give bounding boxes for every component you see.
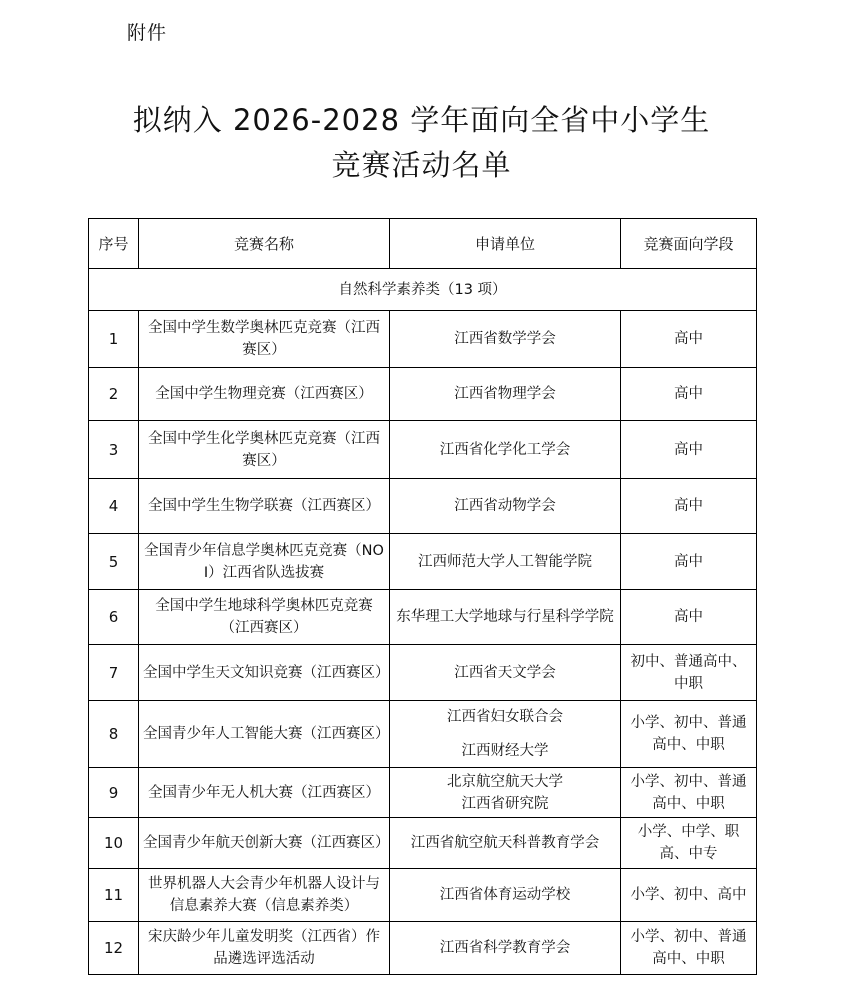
- school-stage: 高中: [621, 368, 757, 421]
- school-stage: 小学、初中、高中: [621, 869, 757, 922]
- row-number: 1: [89, 311, 139, 368]
- applicant-unit: [390, 590, 621, 645]
- applicant-unit-line: 北京航空航天大学: [447, 773, 563, 790]
- table-row: [89, 818, 757, 869]
- applicant-unit: [390, 869, 621, 922]
- row-number: 8: [89, 701, 139, 768]
- table-row: [89, 645, 757, 701]
- applicant-unit-line: 江西省体育运动学校: [439, 887, 571, 903]
- table-header-row: [89, 219, 757, 269]
- competition-name: 全国中学生天文知识竞赛（江西赛区）: [139, 645, 390, 701]
- competition-name: 全国青少年无人机大赛（江西赛区）: [139, 768, 390, 818]
- school-stage: 小学、初中、普通高中、中职: [621, 768, 757, 818]
- category-row: [89, 269, 757, 311]
- competition-name: 全国中学生化学奥林匹克竞赛（江西赛区）: [139, 421, 390, 479]
- competition-name: 世界机器人大会青少年机器人设计与信息素养大赛（信息素养类）: [139, 869, 390, 922]
- applicant-unit: [390, 818, 621, 869]
- row-number: 7: [89, 645, 139, 701]
- table-row: [89, 534, 757, 590]
- attachment-label: 附件: [127, 22, 168, 44]
- row-number: 6: [89, 590, 139, 645]
- column-header-applicant-unit: 申请单位: [390, 219, 621, 269]
- row-number: 10: [89, 818, 139, 869]
- row-number: 2: [89, 368, 139, 421]
- row-number: 9: [89, 768, 139, 818]
- table-row: [89, 311, 757, 368]
- applicant-unit-line: 江西省天文学会: [454, 664, 556, 681]
- applicant-unit-line: 江西师范大学人工智能学院: [418, 553, 592, 570]
- competition-name: 全国中学生生物学联赛（江西赛区）: [139, 479, 390, 534]
- applicant-unit-line: 江西省研究院: [461, 795, 549, 812]
- school-stage: 高中: [621, 479, 757, 534]
- row-number: 12: [89, 922, 139, 975]
- applicant-unit: [390, 768, 621, 818]
- column-header-school-stage: 竞赛面向学段: [621, 219, 757, 269]
- table-row: [89, 869, 757, 922]
- table-row: [89, 590, 757, 645]
- row-number: 4: [89, 479, 139, 534]
- row-number: 5: [89, 534, 139, 590]
- applicant-unit-line: 江西省航空航天科普教育学会: [410, 835, 600, 851]
- category-label: 自然科学素养类（13 项）: [89, 269, 757, 311]
- table-row: [89, 421, 757, 479]
- competition-name: 全国青少年航天创新大赛（江西赛区）: [139, 818, 390, 869]
- school-stage: 高中: [621, 421, 757, 479]
- applicant-unit: [390, 534, 621, 590]
- document-title-line1: 拟纳入 2026-2028 学年面向全省中小学生: [132, 103, 711, 137]
- competition-name: 全国青少年信息学奥林匹克竞赛（NOI）江西省队选拔赛: [139, 534, 390, 590]
- school-stage: 小学、初中、普通高中、中职: [621, 922, 757, 975]
- row-number: 11: [89, 869, 139, 922]
- applicant-unit-line: 江西省动物学会: [454, 498, 556, 514]
- column-header-competition-name: 竞赛名称: [139, 219, 390, 269]
- school-stage: 高中: [621, 590, 757, 645]
- school-stage: 小学、初中、普通高中、中职: [621, 701, 757, 768]
- applicant-unit: [390, 421, 621, 479]
- applicant-unit: [390, 368, 621, 421]
- competition-name: 宋庆龄少年儿童发明奖（江西省）作品遴选评选活动: [139, 922, 390, 975]
- applicant-unit: [390, 479, 621, 534]
- competition-table: [88, 218, 757, 975]
- applicant-unit: [390, 645, 621, 701]
- applicant-unit-line: 江西省妇女联合会: [447, 709, 563, 725]
- applicant-unit-line: 江西财经大学: [461, 743, 549, 759]
- competition-name: 全国中学生物理竞赛（江西赛区）: [139, 368, 390, 421]
- applicant-unit: [390, 311, 621, 368]
- applicant-unit-line: 江西省科学教育学会: [439, 940, 571, 956]
- table-row: [89, 479, 757, 534]
- column-header-number: 序号: [89, 219, 139, 269]
- school-stage: 高中: [621, 311, 757, 368]
- applicant-unit: [390, 922, 621, 975]
- table-row: [89, 368, 757, 421]
- table-row: [89, 922, 757, 975]
- school-stage: 高中: [621, 534, 757, 590]
- school-stage: 初中、普通高中、中职: [621, 645, 757, 701]
- competition-name: 全国中学生地球科学奥林匹克竞赛（江西赛区）: [139, 590, 390, 645]
- row-number: 3: [89, 421, 139, 479]
- document-title-line2: 竞赛活动名单: [331, 148, 512, 182]
- applicant-unit: [390, 701, 621, 768]
- table-row: [89, 768, 757, 818]
- applicant-unit-line: 江西省化学化工学会: [439, 441, 571, 458]
- competition-name: 全国中学生数学奥林匹克竞赛（江西赛区）: [139, 311, 390, 368]
- school-stage: 小学、中学、职高、中专: [621, 818, 757, 869]
- applicant-unit-line: 江西省数学学会: [454, 331, 556, 347]
- table-row: [89, 701, 757, 768]
- competition-name: 全国青少年人工智能大赛（江西赛区）: [139, 701, 390, 768]
- applicant-unit-line: 东华理工大学地球与行星科学学院: [396, 609, 614, 625]
- applicant-unit-line: 江西省物理学会: [454, 386, 556, 402]
